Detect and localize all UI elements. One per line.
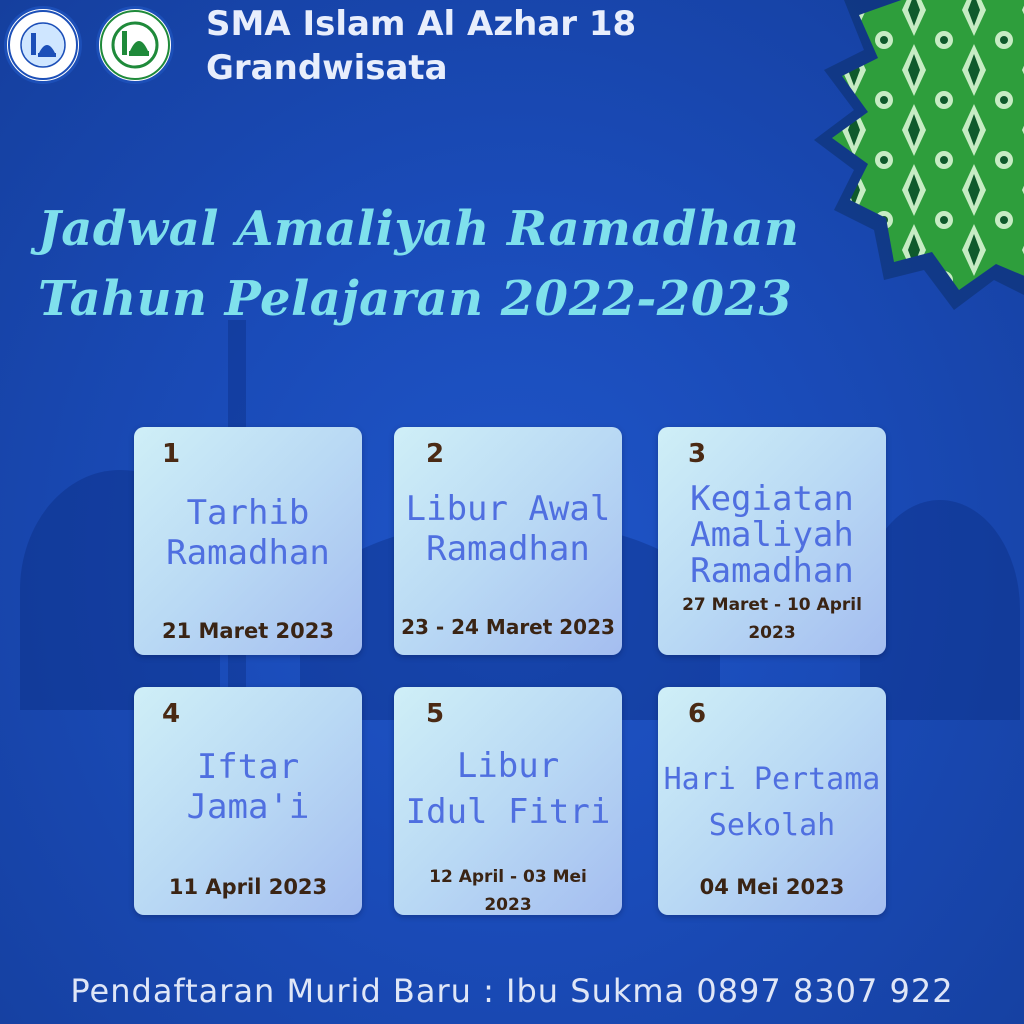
card-number: 2 <box>426 439 445 469</box>
schedule-card-3 <box>658 427 886 655</box>
card-date: 12 April - 03 Mei 2023 <box>429 867 587 915</box>
card-title: Libur Awal Ramadhan <box>405 489 611 569</box>
card-date: 23 - 24 Maret 2023 <box>401 615 615 639</box>
mosque-logo-green-icon <box>99 9 171 81</box>
schedule-card-6 <box>658 687 886 915</box>
schedule-card-4 <box>134 687 362 915</box>
card-date: 27 Maret - 10 April 2023 <box>682 595 862 643</box>
ornament-pattern-icon <box>764 0 1024 320</box>
al-muhajirien-logo <box>96 6 174 84</box>
card-date: 21 Maret 2023 <box>162 619 334 643</box>
card-number: 3 <box>688 439 707 469</box>
school-name <box>206 2 636 90</box>
card-title: Kegiatan Amaliyah Ramadhan <box>690 479 854 591</box>
card-title: Libur Idul Fitri <box>405 746 611 832</box>
title-line1: Jadwal Amaliyah Ramadhan <box>38 201 800 257</box>
card-date: 04 Mei 2023 <box>699 875 845 899</box>
card-number: 5 <box>426 699 445 729</box>
al-azhar-logo <box>4 6 82 84</box>
title-line2: Tahun Pelajaran 2022-2023 <box>38 271 793 327</box>
card-number: 1 <box>162 439 181 469</box>
card-title: Iftar Jama'i <box>186 747 310 827</box>
mosque-logo-icon <box>7 9 79 81</box>
card-number: 4 <box>162 699 181 729</box>
card-title: Tarhib Ramadhan <box>166 493 330 573</box>
card-title: Hari Pertama Sekolah <box>663 762 881 843</box>
school-name-line2: Grandwisata <box>206 48 448 88</box>
schedule-card-5 <box>394 687 622 915</box>
schedule-card-1 <box>134 427 362 655</box>
school-name-line1: SMA Islam Al Azhar 18 <box>206 4 637 44</box>
registration-contact: Pendaftaran Murid Baru : Ibu Sukma 0897 8307 922 <box>70 972 954 1010</box>
card-date: 11 April 2023 <box>168 875 328 899</box>
schedule-card-2 <box>394 427 622 655</box>
card-number: 6 <box>688 699 707 729</box>
page-title <box>38 194 799 334</box>
